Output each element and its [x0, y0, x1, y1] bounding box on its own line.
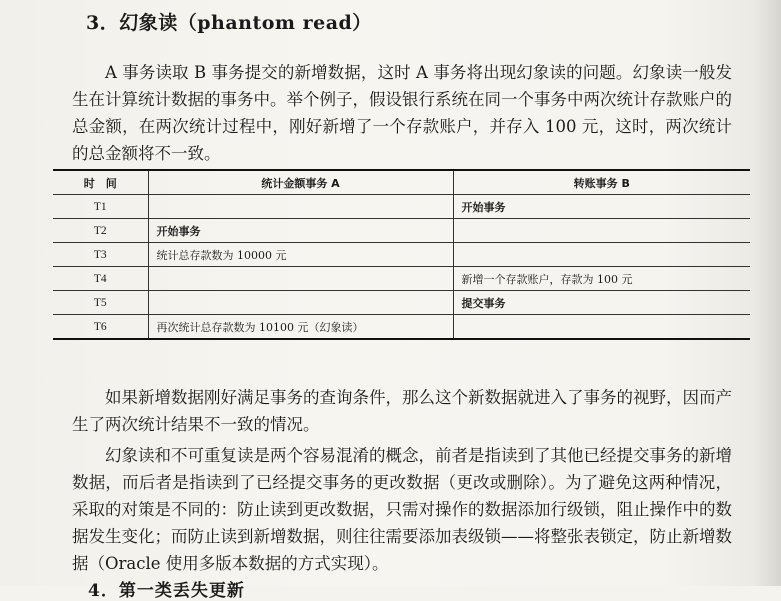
table-row	[53, 291, 750, 315]
cell-b: 新增一个存款账户，存款为 100 元	[453, 267, 750, 291]
cell-b	[453, 243, 750, 267]
table-row	[53, 243, 750, 267]
section-title: 3．幻象读（phantom read）	[86, 12, 372, 34]
cell-a	[148, 291, 453, 315]
cell-b: 提交事务	[453, 291, 750, 315]
table-row	[53, 267, 750, 291]
cell-a: 开始事务	[148, 219, 453, 243]
cell-a	[148, 267, 453, 291]
header-transaction-b: 转账事务 B	[453, 170, 750, 195]
cell-b: 开始事务	[453, 195, 750, 219]
header-time: 时 间	[53, 170, 148, 195]
transaction-table	[53, 169, 750, 340]
table-row	[53, 219, 750, 243]
cell-b	[453, 219, 750, 243]
cell-time: T6	[53, 315, 148, 340]
cell-b	[453, 315, 750, 340]
table-row	[53, 195, 750, 219]
page-gutter-shadow	[753, 0, 781, 586]
cell-time: T1	[53, 195, 148, 219]
cell-a	[148, 195, 453, 219]
cell-time: T4	[53, 267, 148, 291]
header-transaction-a: 统计金额事务 A	[148, 170, 453, 195]
paragraph-explanation: 如果新增数据刚好满足事务的查询条件，那么这个新数据就进入了事务的视野，因而产生了两次统计结果不一致的情况。	[72, 387, 732, 434]
cell-time: T2	[53, 219, 148, 243]
cell-a: 统计总存款数为 10000 元	[148, 243, 453, 267]
table-header-row	[53, 170, 750, 195]
paragraph-intro: A 事务读取 B 事务提交的新增数据，这时 A 事务将出现幻象读的问题。幻象读一般发生在计算统计数据的事务中。举个例子，假设银行系统在同一个事务中两次统计存款账户的总金额，在两次统计过程中，刚好新增了一个存款账户，并存入 100 元，这时，两次统计的总金额将不一致。	[72, 62, 732, 163]
cell-a: 再次统计总存款数为 10100 元（幻象读）	[148, 315, 453, 340]
table-row	[53, 315, 750, 340]
paragraph-comparison: 幻象读和不可重复读是两个容易混淆的概念，前者是指读到了其他已经提交事务的新增数据，而后者是指读到了已经提交事务的更改数据（更改或删除）。为了避免这两种情况，采取的对策是不同的：防止读到更改数据，只需对操作的数据添加行级锁，阻止操作中的数据发生变化；而防止读到新增数据，则往往需要添加表级锁——将整张表锁定，防止新增数据（Oracle 使用多版本数据的方式实现）。	[72, 445, 732, 573]
cell-time: T3	[53, 243, 148, 267]
next-section-heading: 4．第一类丢失更新	[88, 581, 245, 601]
cell-time: T5	[53, 291, 148, 315]
